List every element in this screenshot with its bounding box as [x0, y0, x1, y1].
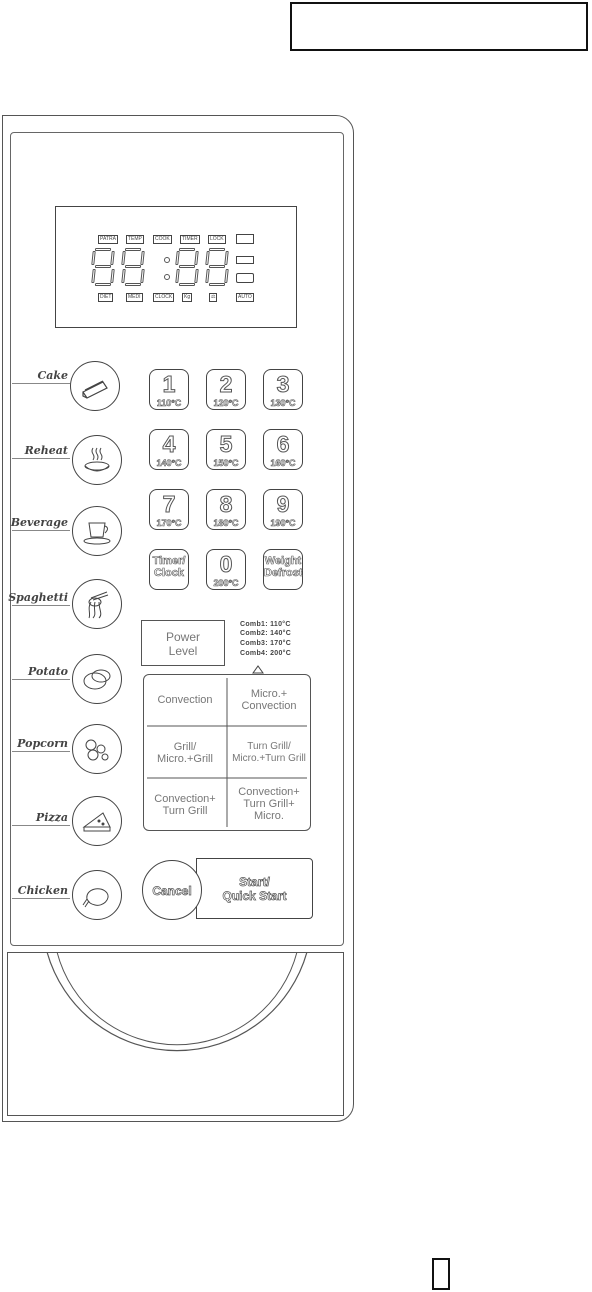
popcorn-icon	[81, 733, 113, 765]
popcorn-button[interactable]	[72, 724, 122, 774]
key-9[interactable]: 9 190°C	[263, 489, 303, 530]
wifi-indicator-icon	[236, 234, 254, 244]
key-1[interactable]: 1 110°C	[149, 369, 189, 410]
door-handle-arc[interactable]	[7, 952, 344, 1116]
indicator-diet: DIET	[100, 294, 112, 300]
key-3[interactable]: 3 130°C	[263, 369, 303, 410]
spaghetti-button[interactable]	[72, 579, 122, 629]
turn-grill-button[interactable]: Turn Grill/ Micro.+Turn Grill	[232, 741, 306, 764]
indicator-patra: PATRA	[100, 236, 116, 242]
weight-label-1: Weight	[264, 555, 302, 567]
seven-segment-digit-2	[122, 248, 144, 286]
potato-icon	[81, 663, 113, 695]
heat-wave-icon	[236, 273, 254, 283]
micro-convection-button[interactable]: Micro.+ Convection	[241, 688, 297, 712]
indicator-medi: MEDI	[128, 294, 141, 300]
beverage-icon	[81, 515, 113, 547]
convection-button[interactable]: Convection	[157, 694, 213, 706]
timer-clock-button[interactable]	[149, 549, 189, 590]
indicator-lbs: ⚖	[211, 294, 216, 300]
start-quick-start-button[interactable]	[196, 858, 313, 919]
key-0[interactable]: 0 200°C	[206, 549, 246, 590]
timer-label-1: Timer/	[152, 555, 186, 567]
key-8[interactable]: 8 180°C	[206, 489, 246, 530]
cake-button[interactable]	[70, 361, 120, 411]
chicken-button[interactable]	[72, 870, 122, 920]
page-marker-box	[432, 1258, 450, 1290]
power-label-2: Level	[168, 644, 198, 658]
reheat-icon	[81, 444, 113, 476]
beverage-button[interactable]	[72, 506, 122, 556]
comb-4-label: Comb4: 200°C	[240, 650, 292, 657]
cancel-button[interactable]: Cancel	[142, 860, 202, 920]
colon-dot-1	[164, 257, 170, 263]
label-potato: Potato	[12, 665, 70, 680]
indicator-lock: LOCK	[210, 236, 224, 242]
colon-dot-2	[164, 274, 170, 280]
key-7[interactable]: 7 170°C	[149, 489, 189, 530]
label-reheat: Reheat	[12, 444, 70, 459]
indicator-clock: CLOCK	[155, 294, 173, 300]
chicken-icon	[81, 879, 113, 911]
label-spaghetti: Spaghetti	[8, 591, 68, 604]
power-label-1: Power	[165, 630, 200, 644]
seven-segment-digit-3	[176, 248, 198, 286]
spaghetti-icon	[81, 588, 113, 620]
label-popcorn: Popcorn	[12, 737, 70, 752]
key-2[interactable]: 2 120°C	[206, 369, 246, 410]
grill-micro-grill-button[interactable]: Grill/ Micro.+Grill	[157, 741, 213, 765]
convection-turn-grill-button[interactable]: Convection+ Turn Grill	[154, 793, 216, 817]
weight-label-2: Defrost	[264, 567, 303, 579]
seven-segment-digit-1	[92, 248, 114, 286]
label-cake: Cake	[12, 369, 70, 384]
key-5[interactable]: 5 150°C	[206, 429, 246, 470]
header-box	[290, 2, 588, 51]
indicator-cook: COOK	[155, 236, 170, 242]
start-label-2: Quick Start	[222, 889, 287, 903]
cake-icon	[79, 370, 111, 402]
comb-2-label: Comb2: 140°C	[240, 630, 292, 637]
label-beverage: Beverage	[10, 516, 68, 529]
triangle-up-icon	[252, 664, 264, 674]
start-label-1: Start/	[239, 875, 270, 889]
weight-defrost-button[interactable]	[263, 549, 303, 590]
label-chicken: Chicken	[12, 884, 70, 899]
pizza-button[interactable]	[72, 796, 122, 846]
indicator-timer: TIMER	[182, 236, 198, 242]
comb-1-label: Comb1: 110°C	[240, 621, 291, 628]
potato-button[interactable]	[72, 654, 122, 704]
power-level-button[interactable]	[141, 620, 225, 666]
indicator-auto: AUTO	[238, 294, 252, 300]
seven-segment-digit-4	[206, 248, 228, 286]
key-6[interactable]: 6 160°C	[263, 429, 303, 470]
indicator-temp: TEMP	[128, 236, 142, 242]
power-bar-icon	[236, 256, 254, 264]
reheat-button[interactable]	[72, 435, 122, 485]
label-pizza: Pizza	[12, 811, 70, 826]
timer-label-2: Clock	[154, 567, 184, 579]
key-4[interactable]: 4 140°C	[149, 429, 189, 470]
pizza-icon	[81, 805, 113, 837]
comb-3-label: Comb3: 170°C	[240, 640, 292, 647]
convection-turn-grill-micro-button[interactable]: Convection+ Turn Grill+ Micro.	[238, 786, 300, 822]
indicator-kg: Kg	[184, 294, 191, 300]
